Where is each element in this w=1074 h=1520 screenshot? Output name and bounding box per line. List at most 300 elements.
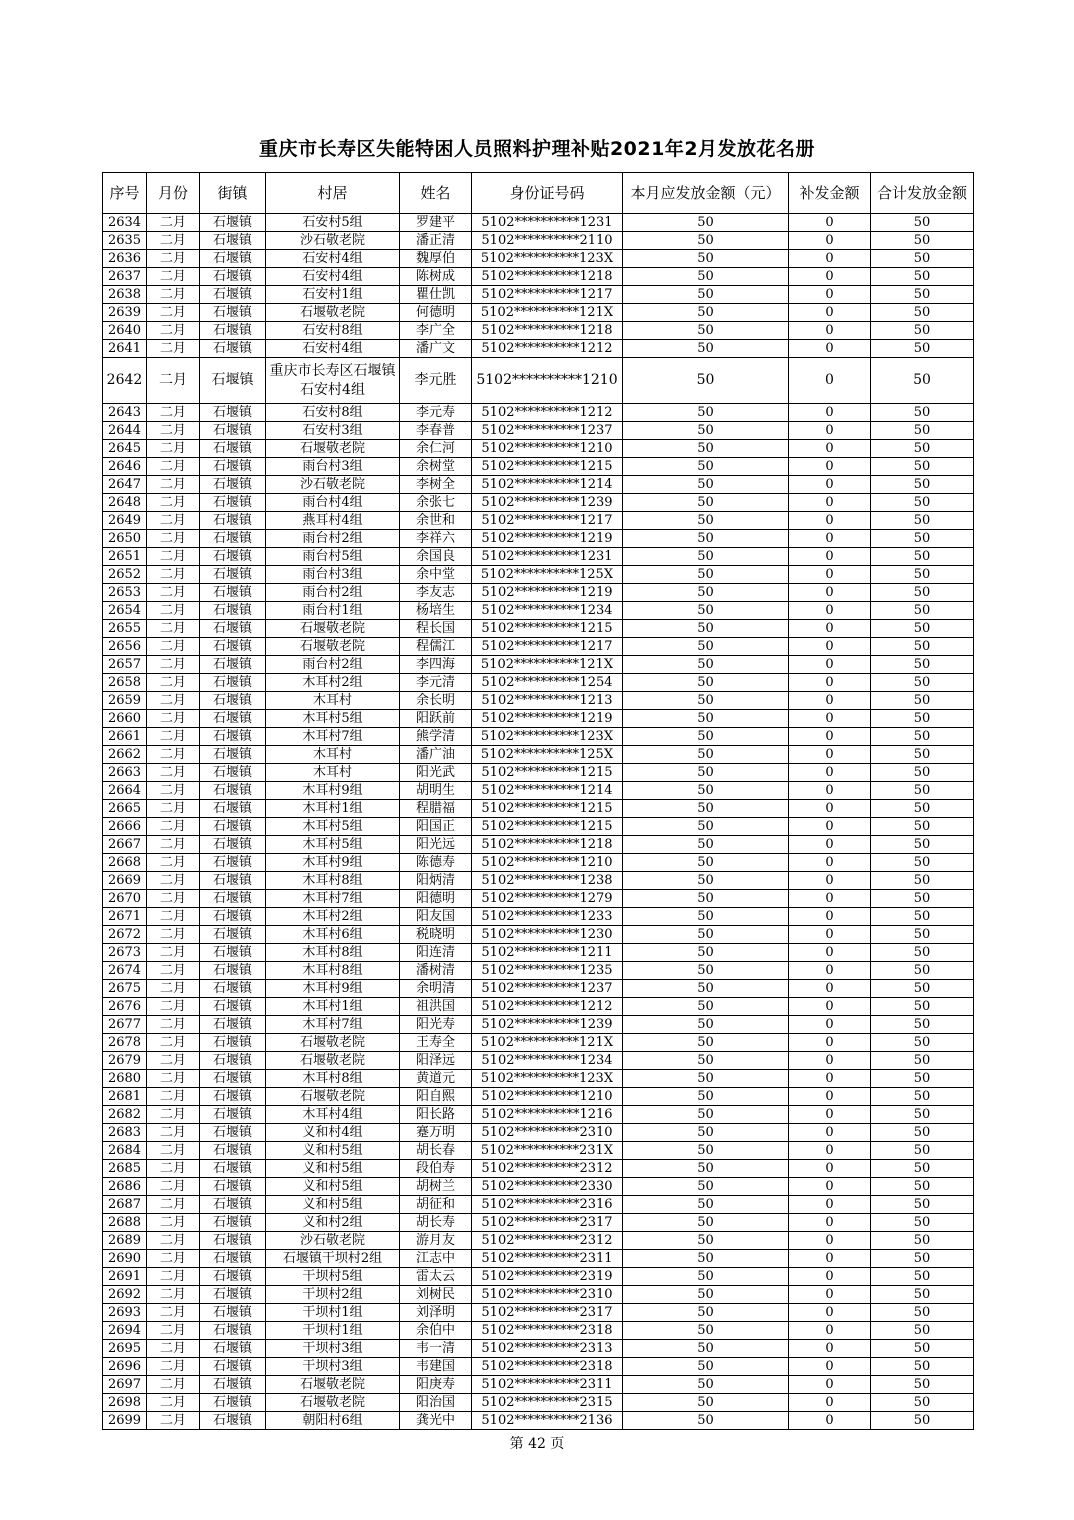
table-cell: 2660 [103,710,147,728]
table-cell: 潘广油 [400,746,472,764]
table-cell: 5102**********2330 [472,1178,623,1196]
table-cell: 50 [623,800,789,818]
table-cell: 2675 [103,980,147,998]
table-cell: 50 [623,926,789,944]
table-cell: 石堰镇 [200,1160,266,1178]
table-cell: 0 [789,1412,871,1430]
table-cell: 50 [871,1088,974,1106]
header-cell: 月份 [147,173,200,214]
table-cell: 二月 [147,1268,200,1286]
table-cell: 2693 [103,1304,147,1322]
table-cell: 祖洪国 [400,998,472,1016]
table-cell: 0 [789,404,871,422]
table-cell: 胡长寿 [400,1214,472,1232]
page-number: 第 42 页 [509,1436,565,1452]
table-row [103,800,974,818]
table-cell: 0 [789,800,871,818]
table-cell: 2685 [103,1160,147,1178]
table-cell: 二月 [147,962,200,980]
table-cell: 二月 [147,1016,200,1034]
table-cell: 石安村8组 [266,322,400,340]
table-cell: 50 [871,800,974,818]
table-row [103,1196,974,1214]
table-cell: 游月友 [400,1232,472,1250]
table-cell: 5102**********1230 [472,926,623,944]
table-cell: 50 [871,602,974,620]
table-cell: 5102**********123X [472,728,623,746]
table-cell: 50 [871,962,974,980]
table-cell: 木耳村 [266,692,400,710]
table-cell: 二月 [147,998,200,1016]
table-cell: 二月 [147,800,200,818]
table-row [103,980,974,998]
table-cell: 石堰镇 [200,358,266,404]
table-cell: 木耳村1组 [266,998,400,1016]
table-cell: 0 [789,818,871,836]
table-cell: 5102**********1215 [472,818,623,836]
table-cell: 5102**********123X [472,1070,623,1088]
table-cell: 5102**********1218 [472,836,623,854]
table-cell: 二月 [147,494,200,512]
table-cell: 木耳村9组 [266,854,400,872]
table-cell: 50 [871,358,974,404]
table-cell: 二月 [147,422,200,440]
table-cell: 5102**********1218 [472,322,623,340]
table-cell: 石堰敬老院 [266,638,400,656]
table-cell: 50 [871,692,974,710]
table-cell: 0 [789,512,871,530]
table-cell: 二月 [147,638,200,656]
table-cell: 二月 [147,872,200,890]
table-cell: 0 [789,1232,871,1250]
table-cell: 2656 [103,638,147,656]
table-cell: 0 [789,926,871,944]
table-cell: 50 [623,1214,789,1232]
table-cell: 程腊福 [400,800,472,818]
table-cell: 沙石敬老院 [266,232,400,250]
table-cell: 石堰镇 [200,286,266,304]
table-cell: 沙石敬老院 [266,1232,400,1250]
table-cell: 二月 [147,692,200,710]
table-cell: 杨培生 [400,602,472,620]
table-cell: 5102**********2136 [472,1412,623,1430]
table-cell: 5102**********121X [472,1034,623,1052]
table-cell: 0 [789,1124,871,1142]
table-cell: 石堰镇 [200,548,266,566]
table-cell: 50 [871,656,974,674]
table-cell: 潘广文 [400,340,472,358]
table-cell: 二月 [147,250,200,268]
table-cell: 5102**********121X [472,656,623,674]
table-cell: 韦建国 [400,1358,472,1376]
table-cell: 石堰镇 [200,1286,266,1304]
table-cell: 2651 [103,548,147,566]
table-cell: 阳光武 [400,764,472,782]
table-cell: 0 [789,250,871,268]
table-cell: 韦一清 [400,1340,472,1358]
table-cell: 0 [789,422,871,440]
table-cell: 50 [871,1070,974,1088]
table-cell: 50 [623,998,789,1016]
table-cell: 木耳村7组 [266,1016,400,1034]
table-cell: 石堰镇 [200,782,266,800]
table-cell: 0 [789,872,871,890]
table-cell: 5102**********1217 [472,638,623,656]
table-cell: 50 [623,214,789,232]
table-cell: 50 [623,782,789,800]
header-cell: 序号 [103,173,147,214]
table-cell: 李广全 [400,322,472,340]
table-cell: 50 [623,404,789,422]
table-cell: 50 [871,998,974,1016]
table-cell: 50 [623,638,789,656]
table-cell: 石堰镇 [200,620,266,638]
table-row [103,1286,974,1304]
table-cell: 李春普 [400,422,472,440]
table-cell: 2650 [103,530,147,548]
table-row [103,998,974,1016]
table-cell: 5102**********1239 [472,1016,623,1034]
table-cell: 2686 [103,1178,147,1196]
table-cell: 阳长路 [400,1106,472,1124]
table-cell: 石堰镇 [200,1232,266,1250]
table-cell: 二月 [147,656,200,674]
table-cell: 50 [623,584,789,602]
table-cell: 二月 [147,548,200,566]
table-cell: 0 [789,548,871,566]
table-cell: 石堰镇 [200,458,266,476]
header-cell: 身份证号码 [472,173,623,214]
table-row [103,340,974,358]
table-cell: 石堰镇 [200,1070,266,1088]
table-cell: 50 [623,476,789,494]
table-cell: 木耳村 [266,764,400,782]
table-row [103,422,974,440]
table-cell: 石堰镇 [200,232,266,250]
table-cell: 石安村3组 [266,422,400,440]
table-cell: 雨台村2组 [266,584,400,602]
table-row [103,908,974,926]
table-row [103,1142,974,1160]
table-cell: 2690 [103,1250,147,1268]
table-cell: 50 [871,268,974,286]
table-cell: 龚光中 [400,1412,472,1430]
table-cell: 木耳村2组 [266,908,400,926]
table-cell: 石堰镇 [200,322,266,340]
table-row [103,440,974,458]
table-cell: 50 [871,1268,974,1286]
table-cell: 程长国 [400,620,472,638]
table-cell: 雷太云 [400,1268,472,1286]
table-cell: 干坝村3组 [266,1340,400,1358]
table-row [103,322,974,340]
table-cell: 胡长春 [400,1142,472,1160]
table-row [103,232,974,250]
table-header-row [103,173,974,214]
table-cell: 5102**********2312 [472,1232,623,1250]
table-cell: 5102**********1216 [472,1106,623,1124]
table-cell: 木耳村8组 [266,944,400,962]
table-cell: 5102**********125X [472,746,623,764]
table-cell: 二月 [147,1088,200,1106]
table-cell: 阳光寿 [400,1016,472,1034]
table-cell: 50 [871,304,974,322]
table-cell: 50 [871,1196,974,1214]
table-row [103,944,974,962]
table-cell: 50 [623,548,789,566]
table-cell: 0 [789,1178,871,1196]
table-cell: 5102**********123X [472,250,623,268]
table-row [103,530,974,548]
table-cell: 木耳村9组 [266,980,400,998]
table-cell: 50 [623,710,789,728]
table-cell: 二月 [147,1160,200,1178]
table-cell: 5102**********1210 [472,358,623,404]
table-row [103,656,974,674]
table-cell: 50 [623,620,789,638]
table-row [103,1034,974,1052]
table-cell: 阳泽远 [400,1052,472,1070]
table-cell: 50 [871,476,974,494]
table-cell: 二月 [147,1124,200,1142]
table-cell: 2665 [103,800,147,818]
table-cell: 2659 [103,692,147,710]
table-cell: 2666 [103,818,147,836]
table-cell: 二月 [147,926,200,944]
table-cell: 0 [789,358,871,404]
table-cell: 5102**********1211 [472,944,623,962]
table-cell: 雨台村2组 [266,530,400,548]
table-cell: 0 [789,728,871,746]
table-cell: 2653 [103,584,147,602]
table-cell: 2654 [103,602,147,620]
table-cell: 木耳村1组 [266,800,400,818]
table-cell: 5102**********1237 [472,422,623,440]
table-cell: 0 [789,1340,871,1358]
table-cell: 50 [871,1142,974,1160]
table-row [103,476,974,494]
table-cell: 雨台村3组 [266,566,400,584]
table-row [103,602,974,620]
table-cell: 石堰镇 [200,530,266,548]
table-cell: 0 [789,1376,871,1394]
table-cell: 石堰镇 [200,980,266,998]
table-cell: 石堰镇 [200,268,266,286]
table-cell: 阳友国 [400,908,472,926]
table-cell: 50 [871,1304,974,1322]
table-cell: 50 [871,980,974,998]
table-cell: 李元清 [400,674,472,692]
table-cell: 2677 [103,1016,147,1034]
table-cell: 阳光远 [400,836,472,854]
table-cell: 2674 [103,962,147,980]
table-cell: 50 [623,764,789,782]
table-cell: 50 [623,1358,789,1376]
table-cell: 2664 [103,782,147,800]
table-cell: 5102**********121X [472,304,623,322]
table-cell: 二月 [147,1250,200,1268]
table-cell: 0 [789,340,871,358]
table-cell: 石堰镇 [200,908,266,926]
table-row [103,764,974,782]
table-cell: 李祥六 [400,530,472,548]
table-cell: 义和村5组 [266,1196,400,1214]
table-cell: 二月 [147,1232,200,1250]
table-cell: 石堰镇 [200,962,266,980]
table-cell: 5102**********1234 [472,1052,623,1070]
table-cell: 木耳村6组 [266,926,400,944]
header-cell: 姓名 [400,173,472,214]
table-cell: 刘泽明 [400,1304,472,1322]
table-cell: 石堰敬老院 [266,1376,400,1394]
table-cell: 二月 [147,944,200,962]
table-cell: 石堰镇 [200,1394,266,1412]
table-cell: 石堰镇 [200,214,266,232]
table-cell: 5102**********1210 [472,440,623,458]
table-cell: 石堰镇 [200,1124,266,1142]
table-cell: 石安村4组 [266,250,400,268]
table-cell: 二月 [147,1376,200,1394]
table-cell: 50 [623,1196,789,1214]
table-cell: 二月 [147,1340,200,1358]
table-cell: 二月 [147,1106,200,1124]
table-cell: 5102**********1218 [472,268,623,286]
table-cell: 5102**********1210 [472,854,623,872]
table-cell: 江志中 [400,1250,472,1268]
table-cell: 0 [789,268,871,286]
table-row [103,1070,974,1088]
table-cell: 50 [871,584,974,602]
table-cell: 二月 [147,232,200,250]
table-cell: 余张七 [400,494,472,512]
table-cell: 胡树兰 [400,1178,472,1196]
table-cell: 阳自熙 [400,1088,472,1106]
table-cell: 0 [789,692,871,710]
table-cell: 阳连清 [400,944,472,962]
table-cell: 50 [871,728,974,746]
table-cell: 2657 [103,656,147,674]
table-cell: 朝阳村6组 [266,1412,400,1430]
table-cell: 二月 [147,818,200,836]
table-cell: 2681 [103,1088,147,1106]
table-cell: 二月 [147,1358,200,1376]
table-cell: 0 [789,214,871,232]
table-row [103,286,974,304]
table-body [103,214,974,1430]
table-cell: 石堰敬老院 [266,440,400,458]
table-cell: 雨台村5组 [266,548,400,566]
table-cell: 石堰镇 [200,340,266,358]
table-cell: 50 [871,422,974,440]
table-cell: 2683 [103,1124,147,1142]
table-cell: 5102**********1239 [472,494,623,512]
table-cell: 石堰镇 [200,1034,266,1052]
table-cell: 50 [871,1340,974,1358]
table-cell: 石堰镇 [200,854,266,872]
table-cell: 木耳村7组 [266,728,400,746]
table-cell: 二月 [147,1052,200,1070]
table-cell: 二月 [147,746,200,764]
table-cell: 程儒江 [400,638,472,656]
table-cell: 50 [623,836,789,854]
table-cell: 50 [623,1088,789,1106]
table-cell: 李树全 [400,476,472,494]
table-cell: 税晓明 [400,926,472,944]
table-cell: 石堰镇 [200,1304,266,1322]
table-cell: 0 [789,530,871,548]
table-cell: 5102**********2311 [472,1250,623,1268]
table-cell: 5102**********2313 [472,1340,623,1358]
table-cell: 石堰镇 [200,1142,266,1160]
table-cell: 2684 [103,1142,147,1160]
table-cell: 潘树清 [400,962,472,980]
table-cell: 石堰镇 [200,998,266,1016]
table-cell: 50 [623,728,789,746]
table-cell: 2682 [103,1106,147,1124]
table-cell: 50 [871,1286,974,1304]
table-cell: 5102**********2317 [472,1214,623,1232]
table-cell: 5102**********1213 [472,692,623,710]
table-cell: 5102**********2310 [472,1286,623,1304]
table-cell: 石安村5组 [266,214,400,232]
table-cell: 0 [789,710,871,728]
table-cell: 50 [871,1160,974,1178]
header-cell: 本月应发放金额（元） [623,173,789,214]
table-cell: 5102**********1231 [472,214,623,232]
table-cell: 石堰镇 [200,1178,266,1196]
table-cell: 0 [789,1394,871,1412]
table-row [103,1052,974,1070]
table-cell: 石堰镇 [200,404,266,422]
table-cell: 二月 [147,1142,200,1160]
table-cell: 石堰镇 [200,1016,266,1034]
table-cell: 0 [789,764,871,782]
table-cell: 干坝村1组 [266,1304,400,1322]
table-cell: 二月 [147,322,200,340]
table-row [103,404,974,422]
table-cell: 2699 [103,1412,147,1430]
table-cell: 2641 [103,340,147,358]
table-cell: 石堰镇 [200,872,266,890]
table-cell: 0 [789,782,871,800]
table-cell: 50 [871,494,974,512]
table-cell: 石堰敬老院 [266,620,400,638]
table-cell: 50 [871,890,974,908]
table-cell: 50 [871,1412,974,1430]
table-cell: 5102**********1279 [472,890,623,908]
table-cell: 5102**********1219 [472,584,623,602]
table-cell: 罗建平 [400,214,472,232]
table-cell: 50 [871,1106,974,1124]
table-cell: 义和村2组 [266,1214,400,1232]
table-cell: 2634 [103,214,147,232]
table-cell: 石堰镇 [200,584,266,602]
table-row [103,566,974,584]
table-cell: 二月 [147,1322,200,1340]
table-cell: 石安村1组 [266,286,400,304]
table-cell: 2676 [103,998,147,1016]
table-cell: 5102**********2110 [472,232,623,250]
table-cell: 二月 [147,440,200,458]
table-cell: 2655 [103,620,147,638]
table-row [103,548,974,566]
table-cell: 50 [623,494,789,512]
table-cell: 二月 [147,1304,200,1322]
table-cell: 5102**********2318 [472,1322,623,1340]
table-cell: 刘树民 [400,1286,472,1304]
table-cell: 石堰敬老院 [266,1052,400,1070]
table-cell: 5102**********1212 [472,404,623,422]
